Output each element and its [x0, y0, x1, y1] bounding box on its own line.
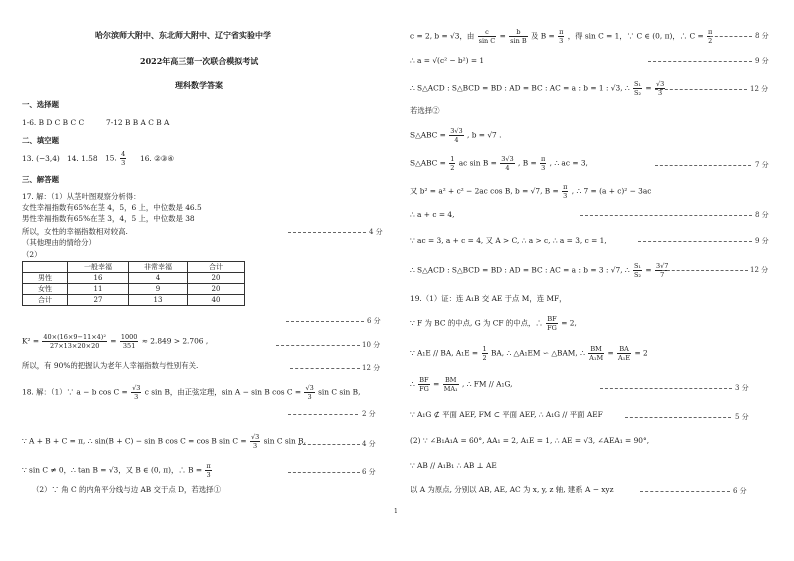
- q18-line-1: [22, 384, 360, 401]
- q17-female: 女性幸福指数有65%在茎 4，5，6 上，中位数是 46.5: [22, 203, 202, 212]
- r7b: , ∴ 7 = (a + c)² − 3ac: [571, 186, 652, 196]
- r13-frac-3-den: A₁E: [618, 354, 631, 362]
- r-score-9a: 9 分: [755, 57, 769, 65]
- r1c: ，得 sin C = 1，∵ C ∈ (0, π)，∴ C =: [567, 31, 704, 41]
- r14-frac-1-den: FG: [419, 385, 429, 393]
- q18-l2b: sin C sin B,: [263, 436, 306, 446]
- q18-frac-2: [304, 384, 314, 401]
- q18-frac-3-num: √3: [250, 433, 260, 441]
- fill-answer-13: 13. (−3,4): [22, 154, 60, 163]
- q18-l3a: ∵ sin C ≠ 0，∴ tan B = √3，又 B ∈ (0, π)，∴ B =: [22, 465, 203, 475]
- q17-score-10: 10 分: [362, 341, 381, 349]
- exam-title: 2022年高三第一次联合模拟考试: [140, 56, 259, 66]
- r14c: , ∴ FM // A₁G,: [462, 379, 513, 389]
- r6-frac-1-den: 2: [450, 164, 455, 172]
- q17-head: 17. 解：（1）从茎叶图观察分析得：: [22, 192, 141, 201]
- r-score-5: 5 分: [735, 413, 749, 421]
- r10-frac-1-num: S₁: [633, 262, 642, 270]
- right-line-15: ∵ A₁G ⊄ 平面 AEF, FM ⊂ 平面 AEF, ∴ A₁G // 平面 AEF: [410, 410, 603, 419]
- r6-frac-3: [540, 155, 546, 172]
- q17-male: 男性幸福指数有65%在茎 3，4，5 上，中位数是 38: [22, 214, 195, 223]
- r7-frac-den: 3: [563, 192, 568, 200]
- r10-frac-2-den: 7: [660, 271, 665, 279]
- q18-frac-4-num: π: [206, 462, 211, 470]
- r-dash-12a: [655, 89, 747, 90]
- r6-frac-1: [449, 155, 455, 172]
- q18-score-4: 4 分: [362, 440, 376, 448]
- r-dash-5: [625, 417, 731, 418]
- right-line-18: 以 A 为原点, 分别以 AB, AE, AC 为 x, y, z 轴, 建系 A − xyz: [410, 485, 614, 494]
- r1-frac-4-den: 2: [708, 37, 713, 45]
- right-line-17: ∵ AB // A₁B₁ ∴ AB ⊥ AE: [410, 461, 497, 470]
- r1-frac-4-num: π: [708, 28, 713, 36]
- r6d: , ∴ ac = 3,: [549, 158, 588, 168]
- r1-mid: =: [499, 31, 506, 41]
- r12-frac-num: BF: [547, 315, 557, 323]
- r10a: ∴ S△ACD : S△BCD = BD : AD = BC : AC = a : b = 3 : √7, ∴: [410, 265, 630, 275]
- choice-answers-2: 7-12 B B A C B A: [106, 118, 170, 127]
- r-dash-7: [655, 165, 751, 166]
- q18-line-3: [22, 462, 213, 479]
- r10-frac-1: [633, 262, 642, 279]
- r3-eq: =: [645, 83, 652, 93]
- formula-den-1: 27×13×20×20: [49, 342, 100, 350]
- q18-line-4: （2）∵ 角 C 的内角平分线与边 AB 交于点 D，若选择①: [32, 485, 221, 494]
- q17-dash-4: [288, 232, 366, 233]
- r13c: =: [607, 348, 614, 358]
- r6-frac-2-den: 4: [505, 164, 510, 172]
- table-row: [23, 273, 245, 284]
- r-dash-8a: [710, 36, 752, 37]
- q17-dash-6: [286, 321, 364, 322]
- fill-15-num: 4: [121, 150, 126, 158]
- r-dash-8b: [580, 215, 752, 216]
- r7a: 又 b² = a² + c² − 2ac cos B, b = √7, B =: [410, 186, 559, 196]
- q17-final: 所以，有 90%的把握认为老年人幸福指数与性别有关.: [22, 361, 199, 370]
- table-cell: 20: [188, 273, 245, 284]
- table-cell: 合计: [23, 295, 68, 306]
- fill-answer-15: [105, 150, 127, 167]
- q18-dash-6: [288, 472, 360, 473]
- formula-frac-2: [120, 333, 139, 350]
- q18-frac-3-den: 3: [253, 442, 258, 450]
- q18-l1a: 18. 解：（1）∵ a − b cos C =: [22, 387, 128, 397]
- r12a: ∵ F 为 BC 的中点, G 为 CF 的中点，∴: [410, 318, 543, 328]
- right-line-5: [410, 127, 501, 144]
- table-header-row: [23, 262, 245, 273]
- r13-frac-1-num: 1: [482, 345, 487, 353]
- fill-answer-16: 16. ②③④: [140, 154, 174, 163]
- r3-frac-1: [633, 80, 642, 97]
- formula-eq: =: [110, 336, 117, 346]
- r1-frac-1-num: c: [478, 28, 497, 37]
- q17-conclusion: 所以，女性的幸福指数相对较高.: [22, 227, 128, 236]
- right-line-12: [410, 315, 577, 332]
- r1-frac-2: [509, 28, 527, 45]
- r6-frac-2-num: 3√3: [501, 155, 514, 163]
- r7-frac-num: π: [563, 183, 568, 191]
- section-solve-title: 三、解答题: [22, 175, 59, 184]
- r1b: 及 B =: [530, 31, 555, 41]
- r14-frac-2-num: BM: [443, 376, 459, 385]
- r6a: S△ABC =: [410, 158, 446, 168]
- q18-dash-2: [288, 414, 358, 415]
- r14-frac-1-num: BF: [419, 376, 429, 384]
- r1-frac-2-den: sin B: [510, 37, 527, 45]
- r12-frac-den: FG: [547, 324, 557, 332]
- formula-lhs: K² =: [22, 336, 40, 346]
- r6c: , B =: [518, 158, 537, 168]
- r6-frac-3-num: π: [541, 155, 546, 163]
- q18-l1c: sin C sin B,: [318, 387, 361, 397]
- formula-num-2: 1000: [120, 333, 138, 341]
- r14-frac-1: [418, 376, 430, 393]
- formula-tail: ≈ 2.849 > 2.706 ,: [141, 336, 209, 346]
- r3a: ∴ S△ACD : S△BCD = BD : AD = BC : AC = a : b = 1 : √3, ∴: [410, 83, 630, 93]
- q17-score-6: 6 分: [367, 317, 381, 325]
- right-line-9: ∵ ac = 3, a + c = 4, 又 A > C, ∴ a > c, ∴ a = 3, c = 1,: [410, 236, 607, 245]
- r1-frac-3-num: π: [559, 28, 564, 36]
- r-dash-6: [640, 491, 730, 492]
- table-header-cell: 非常幸福: [129, 262, 188, 273]
- table-cell: 11: [68, 284, 129, 295]
- formula-den-2: 351: [122, 342, 136, 350]
- r13-frac-1: [482, 345, 488, 362]
- q17-score-4: 4 分: [369, 228, 383, 236]
- q18-score-6: 6 分: [362, 468, 376, 476]
- choice-answers-1: 1-6. B D C B C C: [22, 118, 85, 127]
- r5-frac: [449, 127, 463, 144]
- q17-dash-12: [290, 368, 360, 369]
- q18-frac-1-num: √3: [132, 384, 141, 392]
- q18-line-2: [22, 433, 306, 450]
- r14-frac-2: [443, 376, 459, 393]
- r5a: S△ABC =: [410, 130, 446, 140]
- right-line-7: [410, 183, 651, 200]
- r1-frac-3-den: 3: [559, 37, 564, 45]
- r13d: = 2: [634, 348, 648, 358]
- r10-frac-1-den: S₂: [633, 271, 642, 279]
- r-dash-12b: [662, 270, 748, 271]
- r12-frac: [546, 315, 558, 332]
- r13-frac-3: [617, 345, 631, 362]
- r3-frac-2-num: √3: [655, 80, 665, 88]
- page-number: 1: [394, 508, 398, 515]
- q18-frac-1-den: 3: [134, 393, 139, 401]
- section-choice-title: 一、选择题: [22, 100, 59, 109]
- contingency-table: [22, 261, 245, 306]
- r10-eq: =: [645, 265, 652, 275]
- table-cell: 男性: [23, 273, 68, 284]
- r1-frac-1-den: sin C: [478, 37, 496, 45]
- r-score-6: 6 分: [733, 487, 747, 495]
- r13-frac-2-den: A₁M: [589, 354, 604, 362]
- r-dash-9a: [648, 61, 752, 62]
- q18-frac-1: [131, 384, 141, 401]
- q17-other-note: （其他理由的情给分）: [22, 238, 96, 247]
- r13-frac-1-den: 2: [482, 354, 487, 362]
- table-cell: 4: [129, 273, 188, 284]
- right-line-13: [410, 345, 648, 362]
- table-cell: 20: [188, 284, 245, 295]
- right-line-2: ∴ a = √(c² − b²) = 1: [410, 56, 485, 65]
- r13a: ∵ A₁E // BA, A₁E =: [410, 348, 479, 358]
- r5b: , b = √7 .: [467, 130, 502, 140]
- section-fill-title: 二、填空题: [22, 136, 59, 145]
- r13-frac-2-num: BM: [588, 345, 604, 354]
- r1-frac-2-num: b: [509, 28, 527, 37]
- school-names: 哈尔滨师大附中、东北师大附中、辽宁省实验中学: [95, 30, 271, 40]
- r3-frac-2-den: 3: [658, 89, 663, 97]
- r6b: ac sin B =: [458, 158, 497, 168]
- right-line-16: (2) ∵ ∠B₁A₁A = 60°, AA₁ = 2, A₁E = 1, ∴ AE = √3, ∠AEA₁ = 90°,: [410, 436, 650, 445]
- r3-frac-1-num: S₁: [633, 80, 642, 88]
- right-line-14: [410, 376, 512, 393]
- formula-num-1: 40×(16×9−11×4)²: [43, 333, 106, 341]
- q18-frac-4: [205, 462, 211, 479]
- table-header-cell: [23, 262, 68, 273]
- q18-frac-2-den: 3: [307, 393, 312, 401]
- fill-15-fraction: [120, 150, 126, 167]
- q18-dash-4: [298, 444, 360, 445]
- q18-l1b: c sin B，由正弦定理，sin A − sin B cos C =: [144, 387, 302, 397]
- right-line-1: [410, 28, 714, 45]
- q18-frac-2-num: √3: [305, 384, 314, 392]
- table-header-cell: 合计: [188, 262, 245, 273]
- chi-square-formula: [22, 333, 208, 350]
- r5-frac-num: 3√3: [450, 127, 463, 135]
- r13b: BA, ∴ △A₁EM ∽ △BAM, ∴: [491, 348, 585, 358]
- r1a: c = 2, b = √3，由: [410, 31, 475, 41]
- q17-part2: （2）: [22, 250, 42, 259]
- r6-frac-2: [500, 155, 514, 172]
- table-row: [23, 284, 245, 295]
- table-row: [23, 295, 245, 306]
- r6-frac-1-num: 1: [450, 155, 455, 163]
- r1-frac-1: [478, 28, 497, 45]
- table-cell: 27: [68, 295, 129, 306]
- r14a: ∴: [410, 379, 415, 389]
- r7-frac: [562, 183, 568, 200]
- right-line-8: ∴ a + c = 4,: [410, 210, 455, 219]
- subject-title: 理科数学答案: [175, 80, 223, 90]
- r3-frac-1-den: S₂: [633, 89, 642, 97]
- r10-frac-2-num: 3√7: [655, 262, 669, 270]
- right-line-3: [410, 80, 666, 97]
- r14b: =: [433, 379, 440, 389]
- fill-15-den: 3: [121, 159, 126, 167]
- q18-score-2: 2 分: [362, 410, 376, 418]
- r-score-3: 3 分: [735, 384, 749, 392]
- r13-frac-2: [588, 345, 604, 362]
- q18-l2a: ∵ A + B + C = π, ∴ sin(B + C) − sin B cos C = cos B sin C =: [22, 436, 247, 446]
- q18-frac-3: [250, 433, 260, 450]
- r-score-12a: 12 分: [750, 85, 769, 93]
- table-header-cell: 一般幸福: [68, 262, 129, 273]
- fill-15-label: 15.: [105, 153, 117, 163]
- r14-frac-2-den: MA₁: [443, 385, 458, 393]
- right-line-11: 19.（1）证：连 A₁B 交 AE 于点 M，连 MF，: [410, 294, 567, 303]
- table-cell: 40: [188, 295, 245, 306]
- r-dash-9b: [638, 241, 752, 242]
- table-cell: 女性: [23, 284, 68, 295]
- r-score-8b: 8 分: [755, 211, 769, 219]
- q17-score-12: 12 分: [362, 364, 381, 372]
- r1-frac-3: [558, 28, 564, 45]
- formula-frac-1: [42, 333, 107, 350]
- right-line-4: 若选择②: [410, 106, 440, 115]
- right-line-6: [410, 155, 588, 172]
- r13-frac-3-num: BA: [617, 345, 631, 354]
- q17-dash-10: [276, 345, 360, 346]
- table-cell: 13: [129, 295, 188, 306]
- r-dash-3: [600, 388, 732, 389]
- r12b: = 2,: [561, 318, 577, 328]
- r-score-12b: 12 分: [750, 266, 769, 274]
- q18-frac-4-den: 3: [206, 471, 211, 479]
- r5-frac-den: 4: [454, 136, 459, 144]
- r-score-8a: 8 分: [755, 32, 769, 40]
- table-cell: 16: [68, 273, 129, 284]
- table-cell: 9: [129, 284, 188, 295]
- fill-answer-14: 14. 1.58: [67, 154, 98, 163]
- r6-frac-3-den: 3: [541, 164, 546, 172]
- r-score-7: 7 分: [755, 161, 769, 169]
- right-line-10: [410, 262, 670, 279]
- r-score-9b: 9 分: [755, 237, 769, 245]
